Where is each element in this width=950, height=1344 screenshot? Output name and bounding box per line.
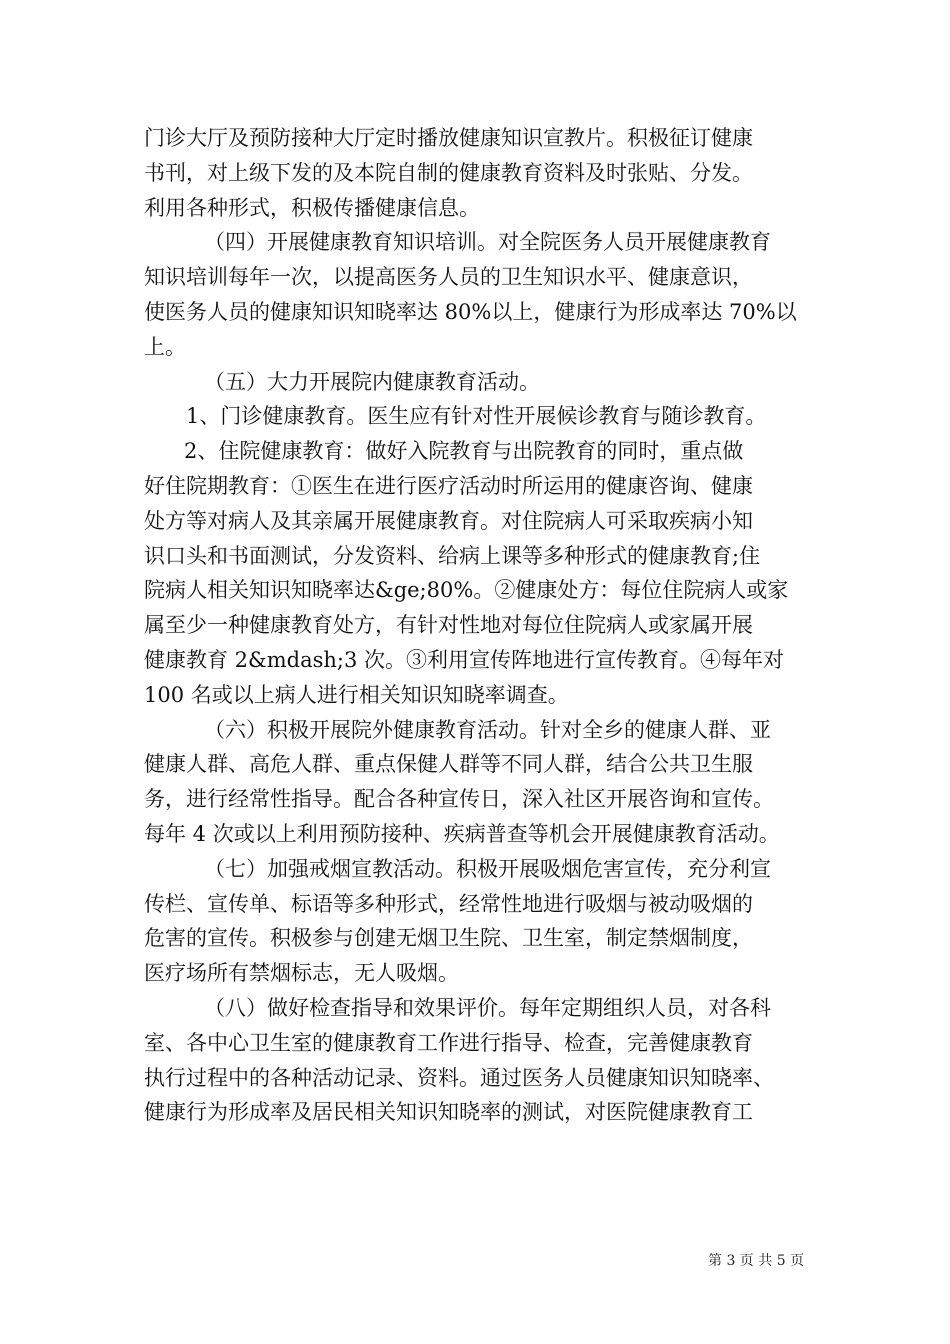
text-line: 健康教育 2&mdash;3 次。③利用宣传阵地进行宣传教育。④每年对 xyxy=(144,647,785,672)
text-line: （七）加强戒烟宣教活动。积极开展吸烟危害宣传，充分利宣 xyxy=(204,856,771,881)
text-line: 2、住院健康教育：做好入院教育与出院教育的同时，重点做 xyxy=(184,439,744,464)
text-line: 院病人相关知识知晓率达&ge;80%。②健康处方：每位住院病人或家 xyxy=(144,578,789,603)
text-line: 1、门诊健康教育。医生应有针对性开展候诊教育与随诊教育。 xyxy=(186,404,767,429)
page-number-footer: 第 3 页 共 5 页 xyxy=(708,1253,805,1269)
text-line: 使医务人员的健康知识知晓率达 80%以上，健康行为形成率达 70%以 xyxy=(144,299,797,324)
text-line: （八）做好检查指导和效果评价。每年定期组织人员，对各科 xyxy=(204,995,771,1020)
text-line: （五）大力开展院内健康教育活动。 xyxy=(204,369,540,394)
document-body xyxy=(144,121,820,1130)
text-line: 健康人群、高危人群、重点保健人群等不同人群，结合公共卫生服 xyxy=(144,752,753,777)
paragraph-item-2 xyxy=(144,434,820,712)
text-line: 门诊大厅及预防接种大厅定时播放健康知识宣教片。积极征订健康 xyxy=(144,126,753,150)
text-line: 医疗场所有禁烟标志，无人吸烟。 xyxy=(144,961,459,986)
paragraph-section-7 xyxy=(144,852,820,991)
text-line: 每年 4 次或以上利用预防接种、疾病普查等机会开展健康教育活动。 xyxy=(144,821,780,846)
paragraph-section-4 xyxy=(144,225,820,364)
text-line: 100 名或以上病人进行相关知识知晓率调查。 xyxy=(144,682,569,707)
text-line: 上。 xyxy=(144,334,186,359)
text-line: 传栏、宣传单、标语等多种形式，经常性地进行吸烟与被动吸烟的 xyxy=(144,891,753,916)
text-line: 识口头和书面测试，分发资料、给病上课等多种形式的健康教育;住 xyxy=(144,543,761,568)
text-line: 好住院期教育：①医生在进行医疗活动时所运用的健康咨询、健康 xyxy=(144,473,753,498)
text-line: 室、各中心卫生室的健康教育工作进行指导、检查，完善健康教育 xyxy=(144,1030,753,1055)
text-line: 书刊，对上级下发的及本院自制的健康教育资料及时张贴、分发。 xyxy=(144,160,753,185)
text-line: 务，进行经常性指导。配合各种宣传日，深入社区开展咨询和宣传。 xyxy=(144,787,774,812)
text-line: 知识培训每年一次，以提高医务人员的卫生知识水平、健康意识， xyxy=(144,265,753,290)
text-line: 属至少一种健康教育处方，有针对性地对每位住院病人或家属开展 xyxy=(144,613,753,638)
paragraph-continuation xyxy=(144,121,820,225)
text-line: 利用各种形式，积极传播健康信息。 xyxy=(144,195,480,220)
text-line: （四）开展健康教育知识培训。对全院医务人员开展健康教育 xyxy=(204,230,771,255)
text-line: 处方等对病人及其亲属开展健康教育。对住院病人可采取疾病小知 xyxy=(144,508,753,533)
paragraph-item-1 xyxy=(144,399,820,434)
text-line: （六）积极开展院外健康教育活动。针对全乡的健康人群、亚 xyxy=(204,717,771,742)
paragraph-section-6 xyxy=(144,713,820,852)
paragraph-section-8 xyxy=(144,991,820,1130)
text-line: 危害的宣传。积极参与创建无烟卫生院、卫生室，制定禁烟制度， xyxy=(144,926,753,951)
paragraph-section-5 xyxy=(144,365,820,400)
text-line: 执行过程中的各种活动记录、资料。通过医务人员健康知识知晓率、 xyxy=(144,1065,774,1090)
text-line: 健康行为形成率及居民相关知识知晓率的测试，对医院健康教育工 xyxy=(144,1100,753,1125)
